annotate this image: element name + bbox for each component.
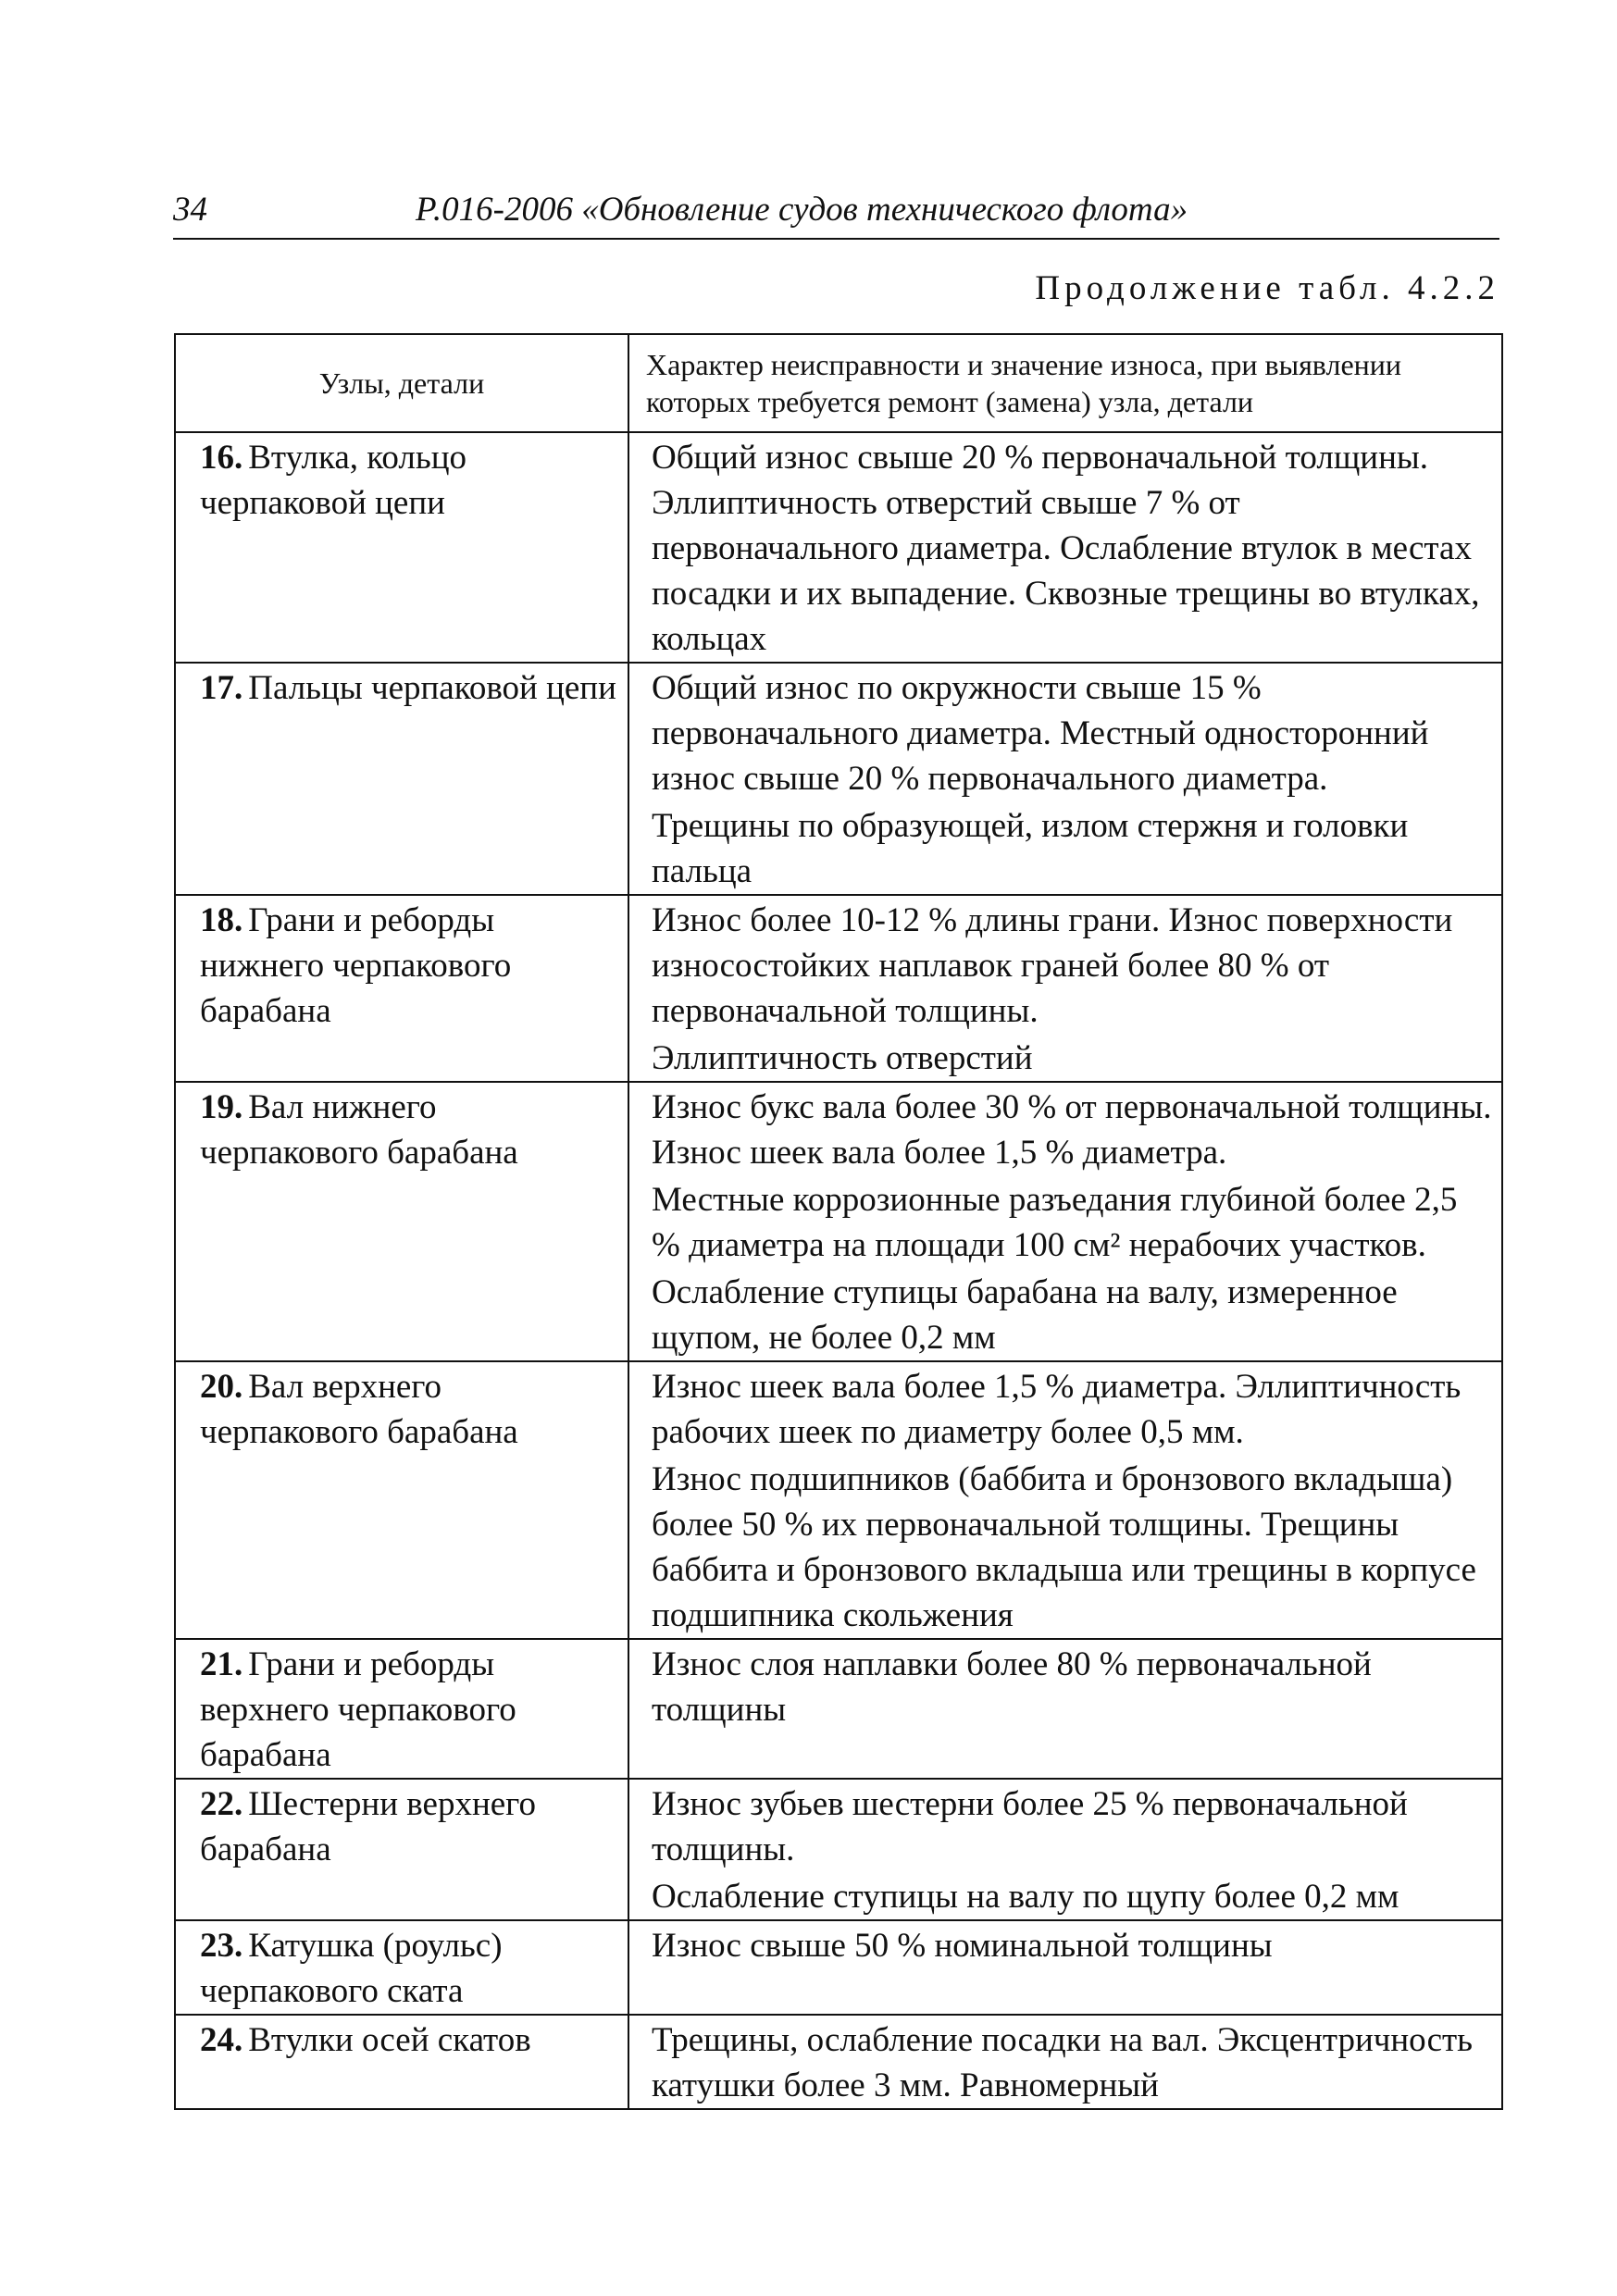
part-name: Грани и реборды нижнего черпакового барабана: [200, 901, 512, 1030]
item-number: 18.: [200, 901, 243, 939]
part-name: Вал нижнего черпакового барабана: [200, 1088, 518, 1172]
defect-paragraph: Трещины по образующей, излом стержня и головки пальца: [652, 807, 1409, 890]
defect-cell: [628, 1082, 1502, 1361]
defect-paragraph: Общий износ свыше 20 % первоначальной толщины. Эллиптичность отверстий свыше 7 % от первоначального диаметра. Ослабление втулок в местах посадки и их выпадение. Сквозные трещины во втулках, кольцах: [652, 439, 1480, 658]
defect-paragraph: Износ зубьев шестерни более 25 % первоначальной толщины.: [652, 1785, 1408, 1868]
table-row: [175, 1361, 1502, 1639]
table-row: [175, 895, 1502, 1082]
part-name: Пальцы черпаковой цепи: [248, 669, 616, 707]
item-number: 16.: [200, 439, 243, 477]
table-row: [175, 1779, 1502, 1920]
defect-paragraph: Износ свыше 50 % номинальной толщины: [652, 1927, 1273, 1965]
item-number: 24.: [200, 2021, 243, 2059]
part-cell: [175, 1639, 628, 1779]
defect-paragraph: Износ более 10-12 % длины грани. Износ поверхности износостойких наплавок граней более 80 % от первоначальной толщины.: [652, 901, 1453, 1030]
part-cell: [175, 1082, 628, 1361]
defect-paragraph: Износ букс вала более 30 % от первоначальной толщины. Износ шеек вала более 1,5 % диаметра.: [652, 1088, 1492, 1172]
defect-cell: [628, 1779, 1502, 1920]
table-row: [175, 1920, 1502, 2015]
item-number: 22.: [200, 1785, 243, 1823]
defect-cell: [628, 1920, 1502, 2015]
table-continuation-caption: Продолжение табл. 4.2.2: [1035, 269, 1499, 307]
item-number: 17.: [200, 669, 243, 707]
column-header-defects: Характер неисправности и значение износа, при выявлении которых требуется ремонт (замена) узла, детали: [628, 334, 1502, 432]
part-name: Втулка, кольцо черпаковой цепи: [200, 439, 467, 522]
table-row: [175, 663, 1502, 895]
defect-cell: [628, 1361, 1502, 1639]
part-name: Шестерни верхнего барабана: [200, 1785, 536, 1868]
defect-cell: [628, 895, 1502, 1082]
defect-paragraph: Износ подшипников (баббита и бронзового вкладыша) более 50 % их первоначальной толщины. Трещины баббита и бронзового вкладыша или трещины в корпусе подшипника скольжения: [652, 1460, 1476, 1634]
defect-paragraph: Местные коррозионные разъедания глубиной более 2,5 % диаметра на площади 100 см² нерабочих участков.: [652, 1181, 1458, 1264]
defect-paragraph: Общий износ по окружности свыше 15 % первоначального диаметра. Местный односторонний износ свыше 20 % первоначального диаметра.: [652, 669, 1429, 798]
table-header-row: [175, 334, 1502, 432]
part-cell: [175, 1779, 628, 1920]
part-cell: [175, 1920, 628, 2015]
page-header: [173, 190, 1499, 240]
part-name: Грани и реборды верхнего черпакового барабана: [200, 1645, 516, 1774]
part-cell: [175, 432, 628, 663]
defect-cell: [628, 1639, 1502, 1779]
item-number: 21.: [200, 1645, 243, 1683]
defect-cell: [628, 432, 1502, 663]
defect-cell: [628, 663, 1502, 895]
defect-paragraph: Эллиптичность отверстий: [652, 1039, 1033, 1077]
defect-cell: [628, 2015, 1502, 2109]
part-name: Втулки осей скатов: [248, 2021, 531, 2059]
defect-paragraph: Износ слоя наплавки более 80 % первоначальной толщины: [652, 1645, 1372, 1729]
defect-paragraph: Ослабление ступицы барабана на валу, измеренное щупом, не более 0,2 мм: [652, 1273, 1398, 1357]
defect-paragraph: Ослабление ступицы на валу по щупу более 0,2 мм: [652, 1878, 1399, 1916]
part-name: Катушка (роульс) черпакового ската: [200, 1927, 503, 2010]
part-cell: [175, 663, 628, 895]
defect-paragraph: Износ шеек вала более 1,5 % диаметра. Эллиптичность рабочих шеек по диаметру более 0,5 мм.: [652, 1368, 1462, 1451]
part-name: Вал верхнего черпакового барабана: [200, 1368, 518, 1451]
item-number: 23.: [200, 1927, 243, 1965]
defect-paragraph: Трещины, ослабление посадки на вал. Эксцентричность катушки более 3 мм. Равномерный: [652, 2021, 1474, 2104]
part-cell: [175, 895, 628, 1082]
table-row: [175, 1082, 1502, 1361]
table-row: [175, 1639, 1502, 1779]
item-number: 20.: [200, 1368, 243, 1406]
item-number: 19.: [200, 1088, 243, 1126]
defects-table: [174, 333, 1503, 2110]
running-title: Р.016-2006 «Обновление судов технического флота»: [416, 191, 1188, 229]
part-cell: [175, 2015, 628, 2109]
column-header-parts: Узлы, детали: [175, 334, 628, 432]
table-row: [175, 2015, 1502, 2109]
part-cell: [175, 1361, 628, 1639]
table-row: [175, 432, 1502, 663]
page-number: 34: [173, 191, 207, 229]
